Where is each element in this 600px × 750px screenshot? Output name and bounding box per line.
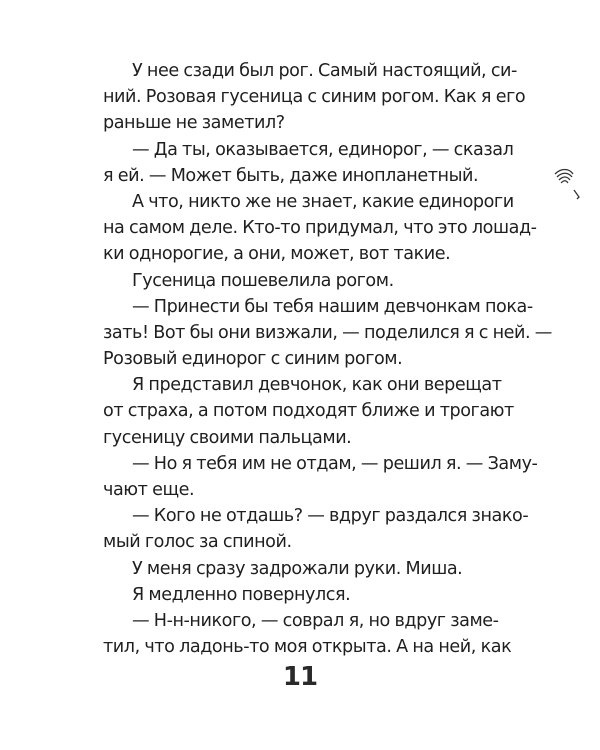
- text-line: У меня сразу задрожали руки. Миша.: [132, 558, 463, 579]
- text-line: А что, никто же не знает, какие единороги: [132, 191, 514, 212]
- text-line: Я представил девчонок, как они верещат: [132, 375, 502, 396]
- text-line: У нее сзади был рог. Самый настоящий, си-: [132, 61, 517, 81]
- caterpillar-illustration-icon: [553, 164, 585, 204]
- text-line: раньше не заметил?: [103, 113, 285, 134]
- text-line: на самом деле. Кто-то придумал, что это лошад-: [103, 218, 537, 239]
- page-body-text: [103, 58, 552, 660]
- text-line: ки однорогие, а они, может, вот такие.: [103, 244, 451, 265]
- text-line: Розовый единорог с синим рогом.: [103, 349, 403, 370]
- text-line: тил, что ладонь-то моя открыта. А на ней, как: [103, 637, 512, 658]
- text-line: чают еще.: [103, 480, 195, 500]
- text-line: — Кого не отдашь? — вдруг раздался знако-: [132, 506, 529, 527]
- text-line: ний. Розовая гусеница с синим рогом. Как я его: [103, 87, 526, 108]
- text-line: зать! Вот бы они визжали, — поделился я с ней. —: [103, 322, 552, 343]
- text-line: — Принести бы тебя нашим девчонкам пока-: [132, 296, 533, 317]
- text-line: Я медленно повернулся.: [132, 584, 351, 605]
- text-line: Гусеница пошевелила рогом.: [132, 270, 394, 291]
- text-line: — Н-н-никого, — соврал я, но вдруг заме-: [132, 610, 499, 631]
- text-line: от страха, а потом подходят ближе и трогают: [103, 401, 514, 422]
- text-line: — Да ты, оказывается, единорог, — сказал: [132, 139, 514, 160]
- page-number: 11: [282, 662, 318, 692]
- text-line: я ей. — Может быть, даже инопланетный.: [103, 165, 479, 186]
- text-line: гусеницу своими пальцами.: [103, 427, 352, 448]
- text-line: — Но я тебя им не отдам, — решил я. — Заму-: [132, 453, 538, 474]
- text-line: мый голос за спиной.: [103, 532, 292, 553]
